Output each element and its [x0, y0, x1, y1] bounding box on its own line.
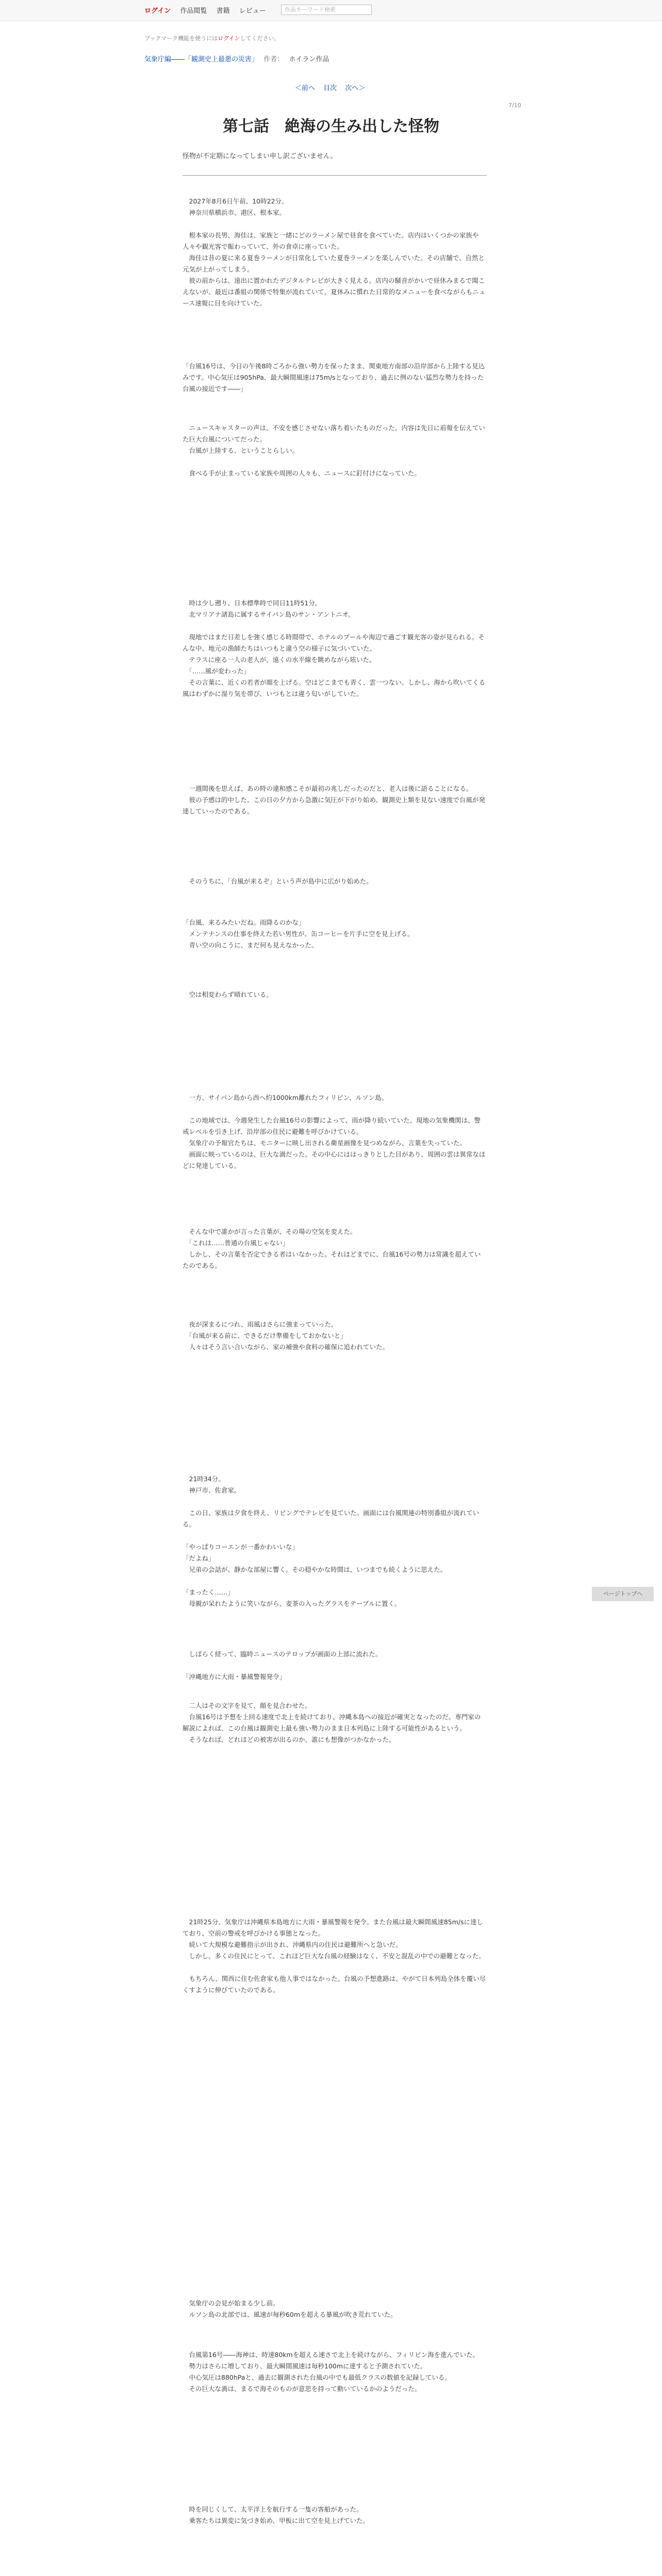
- chapter-preface: 怪物が不定期になってしまい申し訳ございません。: [183, 152, 337, 160]
- body-paragraph: 夜が深まるにつれ、雨風はさらに強まっていった。 「台風が来る前に、できるだけ準備をしておかないと」 人々はそう言い合いながら、家の補強や食料の確保に追われていた。: [189, 1320, 389, 1351]
- page-top-button[interactable]: ページトップへ: [592, 1587, 654, 1601]
- body-paragraph: しばらく経って、臨時ニュースのテロップが画面の上部に流れた。 「沖縄地方に大雨・暴風警報発令」: [183, 1650, 382, 1681]
- body-paragraph: ニュースキャスターの声は、不安を感じさせない落ち着いたものだった。内容は先日に前報を伝えていた巨大台風についてだった。 台風が上陸する、ということらしい。 食べる手が止まっている家族や周囲の人々も、ニュースに釘付けになっていた。: [183, 424, 485, 477]
- body-paragraph: 「台風16号は、今日の午後8時ごろから強い勢力を保ったまま、関東地方南部の沿岸部から上陸する見込みです。中心気圧は905hPa、最大瞬間風速は75m/sとなっており、過去に例のない猛烈な勢力を持った台風の接近です――」: [183, 362, 485, 393]
- body-paragraph: 台風第16号――海神は、時速80kmを超える速さで北上を続けながら、フィリピン海を進んでいた。 勢力はさらに増しており、最大瞬間風速は毎秒100mに達すると予測されていた。 中心気圧は880hPaと、過去に観測された台風の中でも最低クラスの数値を記録している。 その巨大な渦は、まるで海そのものが意思を持って動いているかのようだった。: [189, 2351, 479, 2393]
- prev-link[interactable]: ＜前へ: [295, 84, 316, 92]
- author-link[interactable]: ホイラン作品: [289, 56, 329, 63]
- body-paragraph: 21時34分。 神戸市、佐倉家。 この日、家族は夕食を終え、リビングでテレビを見ていた。画面には台風関連の特別番組が流れている。 「やっぱりコーエンが一番かわいいな」 「だよね」 兄弟の会話が、静かな部屋に響く。その穏やかな時間は、いつまでも続くように思えた。 「まったく……」 母親が呆れたように笑いながら、麦茶の入ったグラスをテーブルに置く。: [183, 1475, 479, 1607]
- preface-divider: [183, 175, 487, 176]
- search-input[interactable]: 作品キーワード検索: [281, 5, 372, 15]
- body-paragraph: 21時25分、気象庁は沖縄県本島地方に大雨・暴風警報を発令。また台風は最大瞬間風速85m/sに達しており、空前の警戒を呼びかける事態となった。 続いて大規模な避難指示が出され、沖縄県内の住民は避難所へと急いだ。 しかし、多くの住民にとって、これほど巨大な台風の経験はなく、不安と混乱の中での避難となった。 もちろん、関西に住む佐倉家も他人事ではなかった。台風の予想進路は、やがて日本列島全体を覆い尽くすように伸びていたのである。: [183, 1918, 486, 1994]
- works-link[interactable]: 作品閲覧: [180, 7, 207, 15]
- body-paragraph: 時は少し遡り、日本標準時で同日11時51分。 北マリアナ諸島に属するサイパン島のサン・アントニオ。 現地ではまだ日差しを強く感じる時間帯で、ホテルのプールや海辺で過ごす観光客の姿が見られる。そんな中、地元の漁師たちはいつもと違う空の様子に気づいていた。 テラスに座る一人の老人が、遠くの水平線を眺めながら呟いた。 「……風が変わった」 その言葉に、近くの若者が顔を上げる。空はどこまでも青く、雲一つない。しかし、海から吹いてくる風はわずかに湿り気を帯び、いつもとは違う匂いがしていた。: [183, 599, 486, 698]
- notice-prefix: ブックマーク機能を使うには: [144, 35, 218, 42]
- top-navigation-bar: [0, 0, 662, 21]
- body-paragraph: 気象庁の会見が始まる少し前。 ルソン島の北部では、風速が毎秒60mを超える暴風が吹き荒れていた。: [189, 2299, 397, 2318]
- page-count: 7/10: [508, 102, 521, 109]
- body-paragraph: そんな中で誰かが言った言葉が、その場の空気を変えた。 「これは……普通の台風じゃない」 しかし、その言葉を否定できる者はいなかった。それほどまでに、台風16号の勢力は常識を超えていたのである。: [183, 1228, 481, 1269]
- books-link[interactable]: 書籍: [216, 7, 230, 15]
- body-paragraph: 2027年8月6日午前、10時22分。 神奈川県横浜市、港区、根本家。 根本家の長男、海佳は、家族と一緒にどのラーメン屋で昼食を食べていた。店内はいくつかの家族や人々や観光客で賑わっていて、外の食卓に座っていた。 海佳は昔の夏に来る夏巻ラーメンが日常化していた夏巻ラーメンを楽しんでいた。その店舗で、自然と元気が上がってしまう。 彼の前からは、遠出に置かれたデジタルテレビが大きく見える。店内の騒音がかいで昼休みまるで聞こえないが、最近は番組の関係で特集が流れていて、夏休みに慣れた日常的なメニューを食べながらもニュース速報に目を向けていた。: [183, 197, 486, 307]
- body-paragraph: 空は相変わらず晴れている。: [183, 991, 273, 998]
- author-label: 作者：: [263, 56, 284, 63]
- nav-links: [144, 5, 273, 15]
- notice-login-link[interactable]: ログイン: [218, 35, 240, 42]
- series-link[interactable]: 気象庁編――「観測史上最悪の災害」: [144, 56, 259, 63]
- body-paragraph: そのうちに、「台風が来るぞ」という声が島中に広がり始めた。: [183, 877, 373, 885]
- next-link[interactable]: 次へ＞: [345, 84, 366, 92]
- chapter-title: 第七話 絶海の生み出した怪物: [223, 117, 439, 135]
- review-link[interactable]: レビュー: [239, 7, 266, 15]
- notice-suffix: してください。: [240, 35, 280, 42]
- body-paragraph: 時を同じくして、太平洋上を航行する一隻の客船があった。 乗客たちは異変に気づき始め、甲板に出て空を見上げていた。: [189, 2505, 370, 2524]
- body-paragraph: 「台風、来るみたいだね。雨降るのかな」 メンテナンスの仕事を終えた若い男性が、缶コーヒーを片手に空を見上げる。 青い空の向こうに、まだ何も見えなかった。: [183, 919, 414, 949]
- breadcrumb: [144, 54, 329, 63]
- chapter-pager: [292, 82, 368, 92]
- bookmark-notice: [144, 34, 280, 42]
- body-paragraph: 二人はその文字を見て、顔を見合わせた。 台風16号は予想を上回る速度で北上を続けており、沖縄本島への接近が確実となったのだ。専門家の解説によれば、この台風は観測史上最も強い勢力のまま日本列島に上陸する可能性があるという。 そうなれば、どれほどの被害が出るのか、誰にも想像がつかなかった。: [183, 1702, 481, 1743]
- body-paragraph: 一週間後を思えば、あの時の違和感こそが最初の兆しだったのだと、老人は後に語ることになる。 彼の予感は的中した。この日の夕方から急激に気圧が下がり始め、観測史上類を見ない速度で台風が発達していったのである。: [183, 785, 486, 815]
- toc-link[interactable]: 目次: [323, 84, 337, 92]
- login-link[interactable]: ログイン: [144, 7, 171, 15]
- body-paragraph: 一方、サイパン島から西へ約1000km離れたフィリピン、ルソン島。 この地域では、今週発生した台風16号の影響によって、雨が降り続いていた。現地の気象機関は、警戒レベルを引き上げ、沿岸部の住民に避難を呼びかけている。 気象庁の予報官たちは、モニターに映し出される衛星画像を見つめながら、言葉を失っていた。 画面に映っているのは、巨大な渦だった。その中心にははっきりとした目があり、周囲の雲は異常なほどに発達している。: [183, 1094, 486, 1170]
